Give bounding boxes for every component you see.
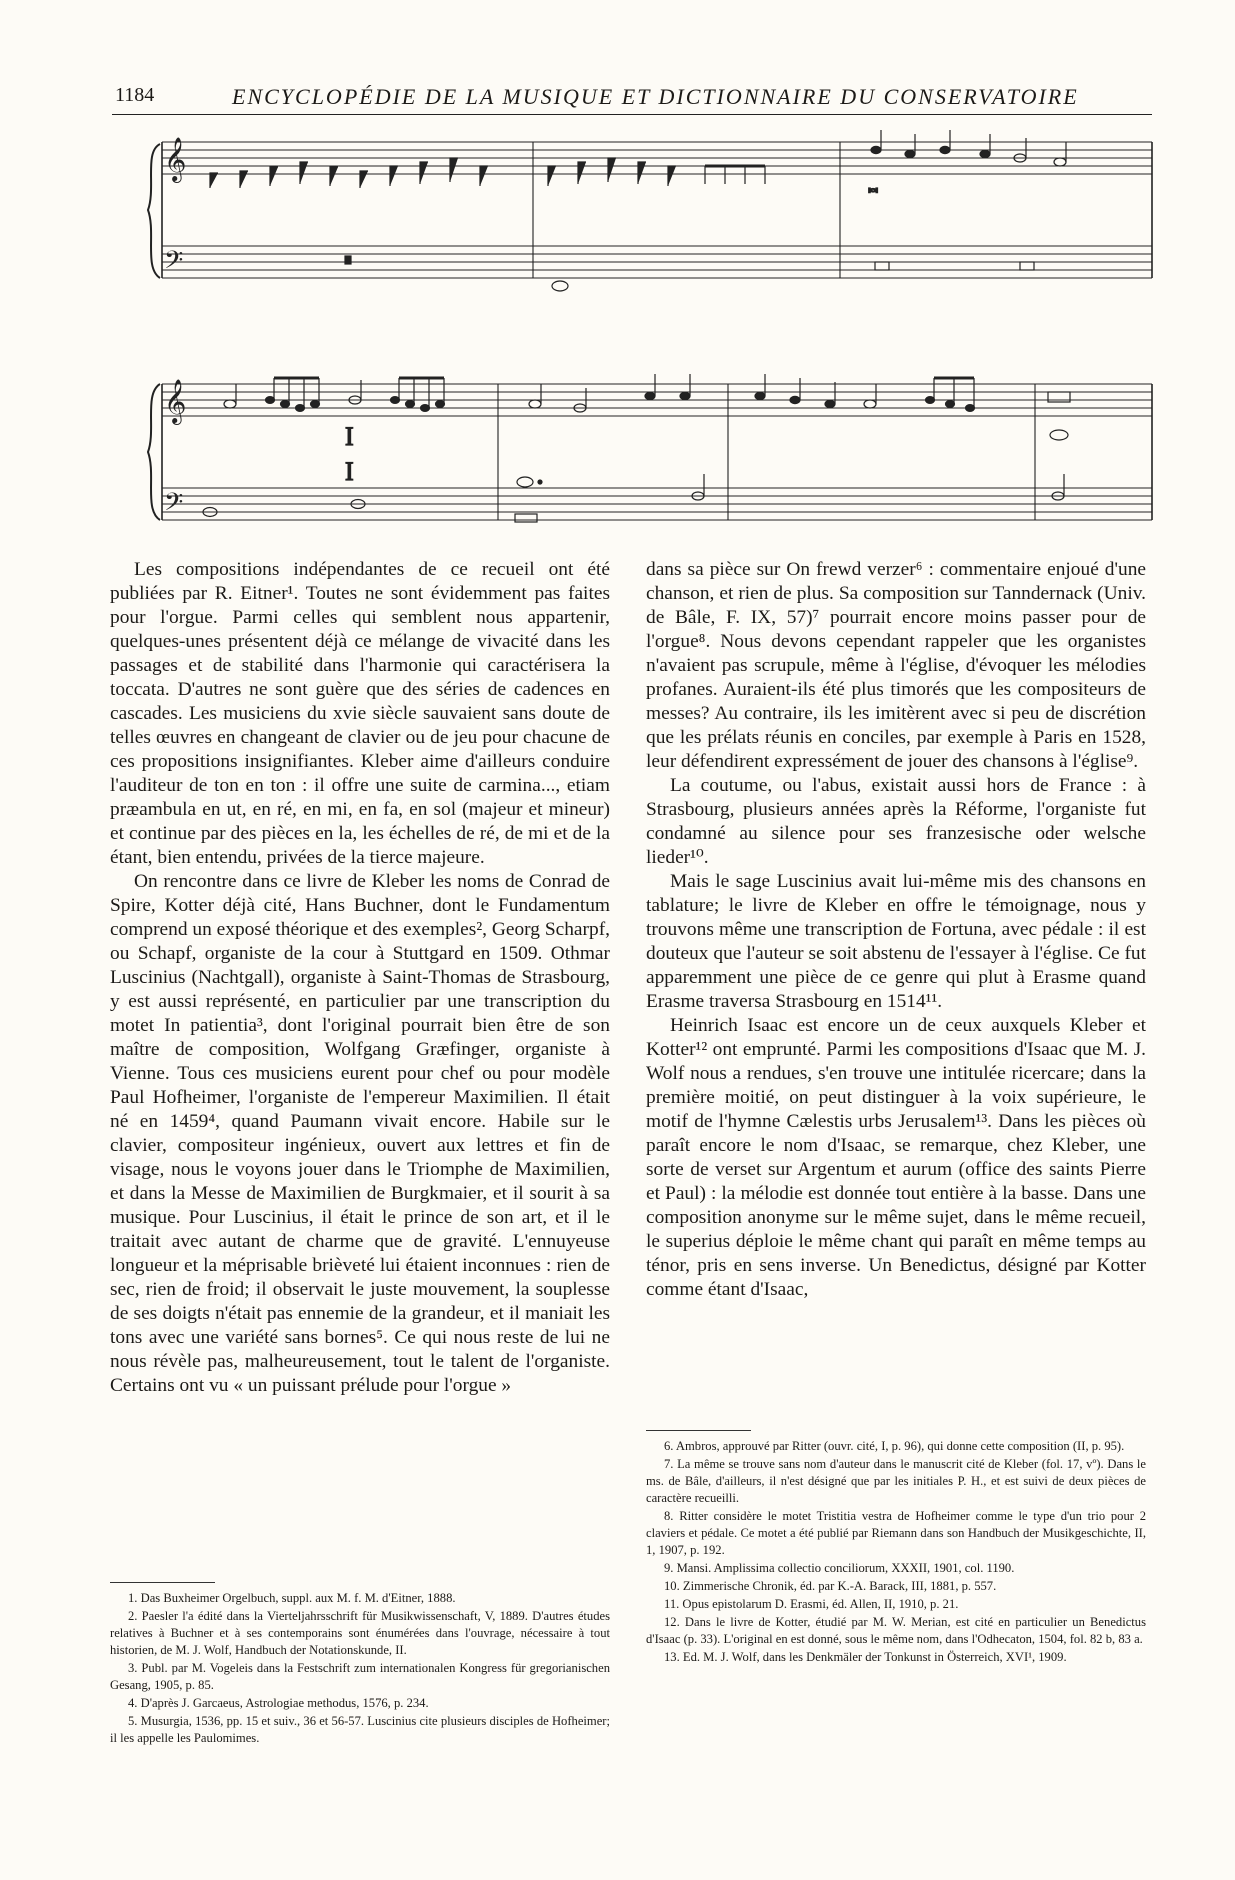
svg-text:𝄢: 𝄢 [164, 489, 184, 522]
footnote: 6. Ambros, approuvé par Ritter (ouvr. cité, I, p. 96), qui donne cette composition (II, p. 95). [664, 1439, 1125, 1453]
svg-text:I: I [345, 457, 354, 486]
running-title: ENCYCLOPÉDIE DE LA MUSIQUE ET DICTIONNAIRE DU CONSERVATOIRE [232, 84, 1079, 109]
footnote-rule-left [110, 1582, 215, 1583]
svg-text:𝅜: 𝅜 [868, 176, 879, 196]
right-paragraph-2: La coutume, ou l'abus, existait aussi hors de France : à Strasbourg, plusieurs années après la Réforme, l'organiste fut condamné au silence pour ses franzesische oder welsche lieder¹⁰. [646, 775, 1146, 868]
right-paragraph-4: Heinrich Isaac est encore un de ceux auxquels Kleber et Kotter¹² ont emprunté. Parmi les compositions d'Isaac que M. J. Wolf nous a rendues, s'en trouve une intitulée ricercare; dans la première moitié, on peut distinguer à la voix supérieure, le motif de l'hymne Cælestis urbs Jerusalem¹³. Dans les pièces où paraît encore le nom d'Isaac, se remarque, chez Kleber, une sorte de verset sur Argentum et aurum (office des saints Pierre et Paul) : la mélodie est donnée tout entière à la basse. Dans une composition anonyme sur le même sujet, dans le même recueil, le superius déploie le même chant qui paraît en même temps au ténor, pris en sens inverse. Un Benedictus, désigné par Kotter comme étant d'Isaac, [646, 1015, 1146, 1300]
footnote: 8. Ritter considère le motet Tristitia vestra de Hofheimer comme le type d'un trio pour 2 claviers et pédale. Ce motet a été publié par Riemann dans son Handbuch der Musikgeschichte, II, 1, 1907, p. 192. [646, 1509, 1146, 1557]
footnote: 13. Ed. M. J. Wolf, dans les Denkmäler der Tonkunst in Österreich, XVI¹, 1909. [664, 1650, 1067, 1664]
left-paragraph-2: On rencontre dans ce livre de Kleber les noms de Conrad de Spire, Kotter déjà cité, Hans Buchner, dont le Fundamentum comprend un exposé théorique et des exemples², Georg Scharpf, ou Schapf, organiste de la cour à Stuttgard en 1509. Othmar Luscinius (Nachtgall), organiste à Saint-Thomas de Strasbourg, y est aussi représenté, en particulier par une transcription du motet In patientia³, dont l'original pourrait bien être de son maître de composition, Wolfgang Græfinger, organiste à Vienne. Tous ces musiciens eurent pour chef ou pour modèle Paul Hofheimer, l'organiste de l'empereur Maximilien. Il était né en 1459⁴, quand Paumann vivait encore. Habile sur le clavier, compositeur ingénieux, ouvert aux lettres et fin de visage, nous le voyons jouer dans le Triomphe de Maximilien, et dans la Messe de Maximilien de Burgkmaier, et il sourit à sa musique. Pour Luscinius, il était le prince de son art, et il le traitait avec autant de charme que de gravité. L'ennuyeuse longueur et la méprisable brièveté lui étaient inconnues : rien de sec, rien de froid; il observait le juste mouvement, la souplesse de ses doigts n'était pas ennemie de la grandeur, et il maniait les tons avec une variété sans bornes⁵. Ce qui nous reste de lui ne nous révèle pas, malheureusement, tout le talent de l'organiste. Certains ont vu « un puissant prélude pour l'orgue » [110, 871, 610, 1396]
left-paragraph-1: Les compositions indépendantes de ce recueil ont été publiées par R. Eitner¹. Toutes ne sont évidemment pas faites pour l'orgue. Parmi celles qui semblent nous appartenir, quelques-unes présentent déjà ce mélange de vivacité dans les passages et de stabilité dans l'harmonie qui caractérisera la toccata. D'autres ne sont guère que des séries de cadences en cascades. Les musiciens du xvie siècle sauvaient sans doute de telles œuvres en changeant de clavier ou de jeu pour chacune de ces propositions insignifiantes. Kleber aime d'ailleurs conduire l'auditeur de ton en ton : il offre une suite de carmina..., etiam præambula en ut, en ré, en mi, en fa, en sol (majeur et mineur) et continue par des pièces en la, les échelles de ré, de mi et de la étant, bien entendu, privées de la tierce majeure. [110, 559, 610, 868]
left-column [110, 558, 610, 1398]
footnote: 1. Das Buxheimer Orgelbuch, suppl. aux M. f. M. d'Eitner, 1888. [128, 1591, 456, 1605]
right-paragraph-1: dans sa pièce sur On frewd verzer⁶ : commentaire enjoué d'une chanson, et rien de plus. Sa composition sur Tanndernack (Univ. de Bâle, F. IX, 57)⁷ pourrait encore moins passer pour de l'orgue⁸. Nous devons cependant rappeler que les organistes n'avaient pas scrupule, même à l'église, d'évoquer les mélodies profanes. Auraient-ils été plus timorés que les compositeurs de messes? Au contraire, ils les imitèrent avec si peu de discrétion que les prélats réunis en conciles, par exemple à Paris en 1528, leur défendirent expressément de jouer des chansons à l'église⁹. [646, 559, 1146, 772]
footnote: 7. La même se trouve sans nom d'auteur dans le manuscrit cité de Kleber (fol. 17, vº). Dans le ms. de Bâle, d'ailleurs, il n'est désigné que par les initiales P. H., et est suivi de deux pièces de caractère recueilli. [646, 1457, 1146, 1505]
svg-text:𝄢: 𝄢 [164, 247, 184, 280]
music-example-2 [140, 370, 1155, 540]
svg-text:I: I [345, 422, 354, 451]
footnotes-left [110, 1590, 610, 1748]
footnotes-right [646, 1438, 1146, 1667]
footnote: 3. Publ. par M. Vogeleis dans la Festschrift zum internationalen Kongress für gregorianischen Gesang, 1905, p. 85. [110, 1661, 610, 1692]
page-number: 1184 [115, 84, 155, 106]
right-paragraph-3: Mais le sage Luscinius avait lui-même mis des chansons en tablature; le livre de Kleber en offre le témoignage, nous y trouvons même une transcription de Fortuna, avec pédale : il est douteux que l'auteur se soit abstenu de l'essayer à l'église. Ce fut apparemment une pièce de ce genre qui plut à Erasme quand Erasme traversa Strasbourg en 1514¹¹. [646, 871, 1146, 1012]
footnote: 10. Zimmerische Chronik, éd. par K.-A. Barack, III, 1881, p. 557. [664, 1579, 997, 1593]
footnote: 12. Dans le livre de Kotter, étudié par M. W. Merian, est cité en particulier un Benedictus d'Isaac (p. 33). L'original en est donné, sous le même nom, dans l'Odhecaton, 1504, fol. 82 b, 83 a. [646, 1615, 1146, 1646]
svg-text:𝄞: 𝄞 [164, 139, 187, 181]
svg-text:𝄞: 𝄞 [164, 381, 187, 423]
music-example-1 [140, 128, 1155, 298]
footnote: 11. Opus epistolarum D. Erasmi, éd. Allen, II, 1910, p. 21. [664, 1597, 959, 1611]
footnote: 2. Paesler l'a édité dans la Vierteljahrsschrift für Musikwissenschaft, V, 1889. D'autres études relatives à Buchner et à ses contemporains sont énumérées dans l'ouvrage, nécessaire à tout historien, de M. J. Wolf, Handbuch der Notationskunde, II. [110, 1609, 610, 1657]
footnote-rule-right [646, 1430, 751, 1431]
right-column [646, 558, 1146, 1302]
page-header [112, 84, 1152, 115]
footnote: 4. D'après J. Garcaeus, Astrologiae methodus, 1576, p. 234. [128, 1696, 429, 1710]
footnote: 5. Musurgia, 1536, pp. 15 et suiv., 36 et 56-57. Luscinius cite plusieurs disciples de Hofheimer; il les appelle les Paulomimes. [110, 1714, 610, 1745]
footnote: 9. Mansi. Amplissima collectio conciliorum, XXXII, 1901, col. 1190. [664, 1561, 1015, 1575]
